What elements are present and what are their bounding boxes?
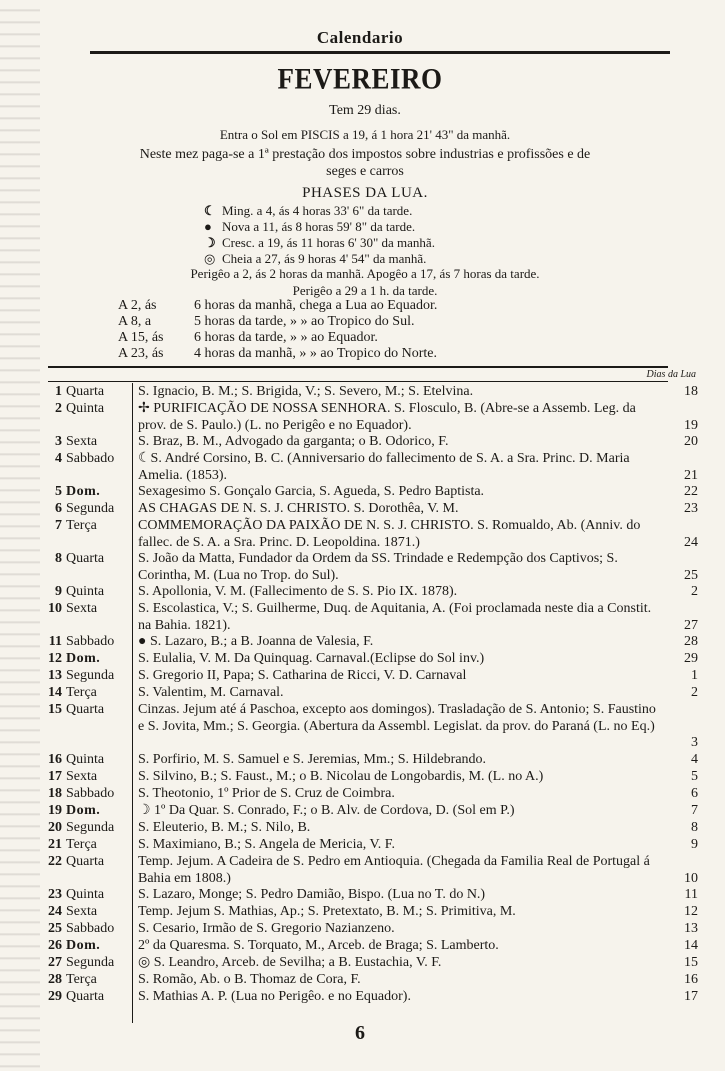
phase-text: Ming. a 4, ás 4 horas 33' 6" da tarde. bbox=[222, 203, 413, 218]
equator-row bbox=[118, 346, 437, 362]
day-row bbox=[34, 938, 700, 955]
day-events: ☽ 1º Da Quar. S. Conrado, F.; o B. Alv. de Cordova, D. (Sol em P.) bbox=[138, 803, 515, 818]
day-events: ☾S. André Corsino, B. C. (Anniversario do fallecimento de S. A. a Sra. Princ. D. Maria Amelia. (1853). bbox=[138, 451, 630, 483]
day-number: 11 bbox=[48, 634, 62, 649]
moon-day: 16 bbox=[684, 972, 698, 987]
day-number: 23 bbox=[48, 887, 62, 902]
day-number: 14 bbox=[48, 685, 62, 700]
moon-day: 29 bbox=[684, 651, 698, 666]
day-row bbox=[34, 769, 700, 786]
day-row bbox=[34, 803, 700, 820]
day-row bbox=[34, 786, 700, 803]
weekday: Sabbado bbox=[66, 451, 115, 466]
table-header-rule bbox=[48, 381, 668, 382]
day-number: 15 bbox=[48, 702, 62, 717]
day-row bbox=[34, 685, 700, 702]
day-number: 26 bbox=[48, 938, 62, 953]
phase-text: Nova a 11, ás 8 horas 59' 8" da tarde. bbox=[222, 219, 416, 234]
weekday: Sabbado bbox=[66, 634, 115, 649]
day-row bbox=[34, 518, 700, 551]
day-events: S. Eulalia, V. M. Da Quinquag. Carnaval.(Eclipse do Sol inv.) bbox=[138, 651, 485, 666]
moon-day: 2 bbox=[691, 584, 698, 599]
day-events: S. Mathias A. P. (Lua no Perigêo. e no Equador). bbox=[138, 989, 411, 1004]
tax-notice-line2: seges e carros bbox=[326, 164, 404, 179]
moon-day: 28 bbox=[684, 634, 698, 649]
weekday: Dom. bbox=[66, 651, 101, 666]
equator-text: 6 horas da manhã, chega a Lua ao Equador. bbox=[194, 298, 438, 313]
waxing-moon-icon: ☽ bbox=[204, 235, 216, 250]
waning-moon-icon: ☾ bbox=[204, 203, 216, 218]
weekday: Sabbado bbox=[66, 786, 115, 801]
moon-day: 3 bbox=[691, 735, 698, 751]
weekday: Sexta bbox=[66, 904, 98, 919]
day-row bbox=[34, 584, 700, 601]
day-events: COMMEMORAÇÃO DA PAIXÃO DE N. S. J. CHRISTO. S. Romualdo, Ab. (Anniv. do fallec. de S. A. a Sra. Princ. D. Leopoldina. 1871.) bbox=[138, 518, 641, 550]
day-events: Sexagesimo S. Gonçalo Garcia, S. Agueda, S. Pedro Baptista. bbox=[138, 484, 485, 499]
moon-day: 22 bbox=[684, 484, 698, 499]
day-events: S. Valentim, M. Carnaval. bbox=[138, 685, 284, 700]
day-number: 17 bbox=[48, 769, 62, 784]
page-number: 6 bbox=[355, 1022, 365, 1044]
day-number: 5 bbox=[55, 484, 62, 499]
moon-day: 6 bbox=[691, 786, 698, 801]
day-events: S. Ignacio, B. M.; S. Brigida, V.; S. Severo, M.; S. Etelvina. bbox=[138, 384, 474, 399]
day-events: S. Porfirio, M. S. Samuel e S. Jeremias, Mm.; S. Hildebrando. bbox=[138, 752, 487, 767]
day-events: S. Braz, B. M., Advogado da garganta; o B. Odorico, F. bbox=[138, 434, 449, 449]
day-row bbox=[34, 601, 700, 634]
day-number: 3 bbox=[55, 434, 62, 449]
equator-date: A 23, ás bbox=[118, 346, 164, 361]
tax-notice-line1: Neste mez paga-se a 1ª prestação dos impostos sobre industrias e profissões e de bbox=[139, 147, 591, 162]
moon-days-header: Dias da Lua bbox=[646, 369, 696, 380]
weekday: Terça bbox=[66, 972, 97, 987]
equator-text: 4 horas da manhã, » » ao Tropico do Norte. bbox=[194, 346, 438, 361]
day-events: S. Theotonio, 1º Prior de S. Cruz de Coimbra. bbox=[138, 786, 395, 801]
day-events: S. Lazaro, Monge; S. Pedro Damião, Bispo. (Lua no T. do N.) bbox=[138, 887, 486, 902]
moon-day: 18 bbox=[684, 384, 698, 399]
equator-text: 5 horas da tarde, » » ao Tropico do Sul. bbox=[194, 314, 415, 329]
day-events: S. Silvino, B.; S. Faust., M.; o B. Nicolau de Longobardis, M. (L. no A.) bbox=[138, 769, 544, 784]
moon-day: 4 bbox=[691, 752, 698, 767]
day-row bbox=[34, 972, 700, 989]
day-row bbox=[34, 989, 700, 1006]
day-number: 25 bbox=[48, 921, 62, 936]
weekday: Terça bbox=[66, 518, 97, 533]
weekday: Quarta bbox=[66, 384, 105, 399]
day-number: 21 bbox=[48, 837, 62, 852]
day-events: ✢ PURIFICAÇÃO DE NOSSA SENHORA. S. Flosculo, B. (Abre-se a Assemb. Leg. da prov. de S. Paulo.) (L. no Perigêo e no Equador). bbox=[138, 401, 636, 433]
days-count: Tem 29 dias. bbox=[329, 103, 401, 118]
day-number: 8 bbox=[55, 551, 62, 566]
equator-row bbox=[118, 314, 414, 330]
day-events: Cinzas. Jejum até á Paschoa, excepto aos domingos). Trasladação de S. Antonio; S. Faustino e S. Jovita, Mm.; S. Georgia. (Abertura da Assembl. Legislat. da prov. do Paraná (L. no Eq.) bbox=[138, 702, 656, 734]
day-row bbox=[34, 501, 700, 518]
weekday: Quarta bbox=[66, 702, 105, 717]
equator-date: A 2, ás bbox=[118, 298, 157, 313]
day-row bbox=[34, 668, 700, 685]
weekday: Segunda bbox=[66, 501, 115, 516]
weekday: Dom. bbox=[66, 484, 101, 499]
day-row bbox=[34, 887, 700, 904]
phase-new bbox=[204, 219, 544, 235]
day-events: 2º da Quaresma. S. Torquato, M., Arceb. de Braga; S. Lamberto. bbox=[138, 938, 499, 953]
day-events: S. João da Matta, Fundador da Ordem da SS. Trindade e Redempção dos Captivos; S. Corintha, M. (Lua no Trop. do Sul). bbox=[138, 551, 618, 583]
moon-day: 14 bbox=[684, 938, 698, 953]
day-number: 4 bbox=[55, 451, 62, 466]
day-number: 12 bbox=[48, 651, 62, 666]
day-events: S. Gregorio II, Papa; S. Catharina de Ricci, V. D. Carnaval bbox=[138, 668, 467, 683]
moon-day: 20 bbox=[684, 434, 698, 449]
moon-day: 23 bbox=[684, 501, 698, 516]
day-row bbox=[34, 484, 700, 501]
moon-day: 7 bbox=[691, 803, 698, 818]
day-row bbox=[34, 955, 700, 972]
day-events: S. Apollonia, V. M. (Fallecimento de S. S. Pio IX. 1878). bbox=[138, 584, 458, 599]
page-header-title: Calendario bbox=[316, 28, 404, 47]
day-row bbox=[34, 921, 700, 938]
weekday: Quinta bbox=[66, 401, 105, 416]
equator-date: A 8, a bbox=[118, 314, 152, 329]
table-top-rule bbox=[48, 366, 668, 368]
phase-text: Cresc. a 19, ás 11 horas 6' 30" da manhã. bbox=[222, 235, 435, 250]
day-row bbox=[34, 434, 700, 451]
phases-title: PHASES DA LUA. bbox=[302, 185, 428, 201]
weekday: Quinta bbox=[66, 887, 105, 902]
weekday: Dom. bbox=[66, 803, 101, 818]
moon-day: 15 bbox=[684, 955, 698, 970]
day-events: Temp. Jejum S. Mathias, Ap.; S. Pretextato, B. M.; S. Primitiva, M. bbox=[138, 904, 516, 919]
header-rule bbox=[90, 51, 670, 54]
moon-day: 21 bbox=[684, 467, 698, 483]
day-row bbox=[34, 634, 700, 651]
weekday: Segunda bbox=[66, 668, 115, 683]
full-moon-icon: ◎ bbox=[204, 251, 216, 266]
weekday: Segunda bbox=[66, 820, 115, 835]
weekday: Sexta bbox=[66, 769, 98, 784]
day-row bbox=[34, 401, 700, 434]
moon-day: 25 bbox=[684, 567, 698, 583]
weekday: Sabbado bbox=[66, 921, 115, 936]
perigee-line2: Perigêo a 29 a 1 h. da tarde. bbox=[292, 283, 438, 298]
weekday: Sexta bbox=[66, 601, 98, 616]
moon-day: 11 bbox=[684, 887, 698, 902]
new-moon-icon: ● bbox=[204, 219, 212, 234]
day-row bbox=[34, 854, 700, 887]
moon-day: 8 bbox=[691, 820, 698, 835]
weekday: Terça bbox=[66, 685, 97, 700]
weekday: Terça bbox=[66, 837, 97, 852]
weekday: Quarta bbox=[66, 989, 105, 1004]
phase-waxing bbox=[204, 235, 544, 251]
moon-day: 24 bbox=[684, 534, 698, 550]
moon-day: 9 bbox=[691, 837, 698, 852]
day-number: 24 bbox=[48, 904, 62, 919]
perigee-line1: Perigêo a 2, ás 2 horas da manhã. Apogêo a 17, ás 7 horas da tarde. bbox=[190, 266, 540, 281]
equator-row bbox=[118, 298, 437, 314]
phase-full bbox=[204, 251, 544, 267]
moon-day: 5 bbox=[691, 769, 698, 784]
month-title: FEVEREIRO bbox=[277, 62, 443, 96]
day-events: S. Escolastica, V.; S. Guilherme, Duq. de Aquitania, A. (Foi proclamada neste dia a Constit. na Bahia. 1821). bbox=[138, 601, 652, 633]
day-events: S. Cesario, Irmão de S. Gregorio Nazianzeno. bbox=[138, 921, 395, 936]
equator-text: 6 horas da tarde, » » ao Equador. bbox=[194, 330, 378, 345]
phase-text: Cheia a 27, ás 9 horas 4' 54" da manhã. bbox=[222, 251, 427, 266]
day-row bbox=[34, 551, 700, 584]
day-row bbox=[34, 820, 700, 837]
day-number: 28 bbox=[48, 972, 62, 987]
day-number: 9 bbox=[55, 584, 62, 599]
moon-day: 13 bbox=[684, 921, 698, 936]
day-events: Temp. Jejum. A Cadeira de S. Pedro em Antioquia. (Chegada da Familia Real de Portugal á Bahia em 1808.) bbox=[138, 854, 650, 886]
moon-day: 19 bbox=[684, 417, 698, 433]
moon-day: 27 bbox=[684, 617, 698, 633]
day-events: ◎ S. Leandro, Arceb. de Sevilha; a B. Eustachia, V. F. bbox=[138, 955, 442, 970]
weekday: Quinta bbox=[66, 584, 105, 599]
day-row bbox=[34, 837, 700, 854]
weekday: Segunda bbox=[66, 955, 115, 970]
day-number: 2 bbox=[55, 401, 62, 416]
day-row bbox=[34, 651, 700, 668]
day-number: 16 bbox=[48, 752, 62, 767]
weekday: Quinta bbox=[66, 752, 105, 767]
day-number: 29 bbox=[48, 989, 62, 1004]
sun-entry: Entra o Sol em PISCIS a 19, á 1 hora 21' 43" da manhã. bbox=[219, 127, 511, 142]
day-row bbox=[34, 384, 700, 401]
equator-date: A 15, ás bbox=[118, 330, 164, 345]
day-number: 27 bbox=[48, 955, 62, 970]
day-number: 19 bbox=[48, 803, 62, 818]
day-row bbox=[34, 904, 700, 921]
day-number: 13 bbox=[48, 668, 62, 683]
day-number: 7 bbox=[55, 518, 62, 533]
equator-row bbox=[118, 330, 378, 346]
day-number: 6 bbox=[55, 501, 62, 516]
day-row bbox=[34, 702, 700, 752]
day-events: ● S. Lazaro, B.; a B. Joanna de Valesia, F. bbox=[138, 634, 374, 649]
moon-day: 1 bbox=[691, 668, 698, 683]
day-events: S. Eleuterio, B. M.; S. Nilo, B. bbox=[138, 820, 311, 835]
weekday: Sexta bbox=[66, 434, 98, 449]
moon-day: 2 bbox=[691, 685, 698, 700]
day-number: 18 bbox=[48, 786, 62, 801]
day-row bbox=[34, 451, 700, 484]
day-number: 10 bbox=[48, 601, 62, 616]
day-events: S. Maximiano, B.; S. Angela de Mericia, V. F. bbox=[138, 837, 395, 852]
moon-day: 17 bbox=[684, 989, 698, 1004]
phase-waning bbox=[204, 203, 544, 219]
moon-day: 12 bbox=[684, 904, 698, 919]
day-number: 1 bbox=[55, 384, 62, 399]
weekday: Dom. bbox=[66, 938, 101, 953]
day-events: S. Romão, Ab. o B. Thomaz de Cora, F. bbox=[138, 972, 361, 987]
day-row bbox=[34, 752, 700, 769]
weekday: Quarta bbox=[66, 551, 105, 566]
weekday: Quarta bbox=[66, 854, 105, 869]
day-number: 22 bbox=[48, 854, 62, 869]
day-number: 20 bbox=[48, 820, 62, 835]
day-events: AS CHAGAS DE N. S. J. CHRISTO. S. Dorothêa, V. M. bbox=[138, 501, 459, 516]
moon-day: 10 bbox=[684, 870, 698, 886]
